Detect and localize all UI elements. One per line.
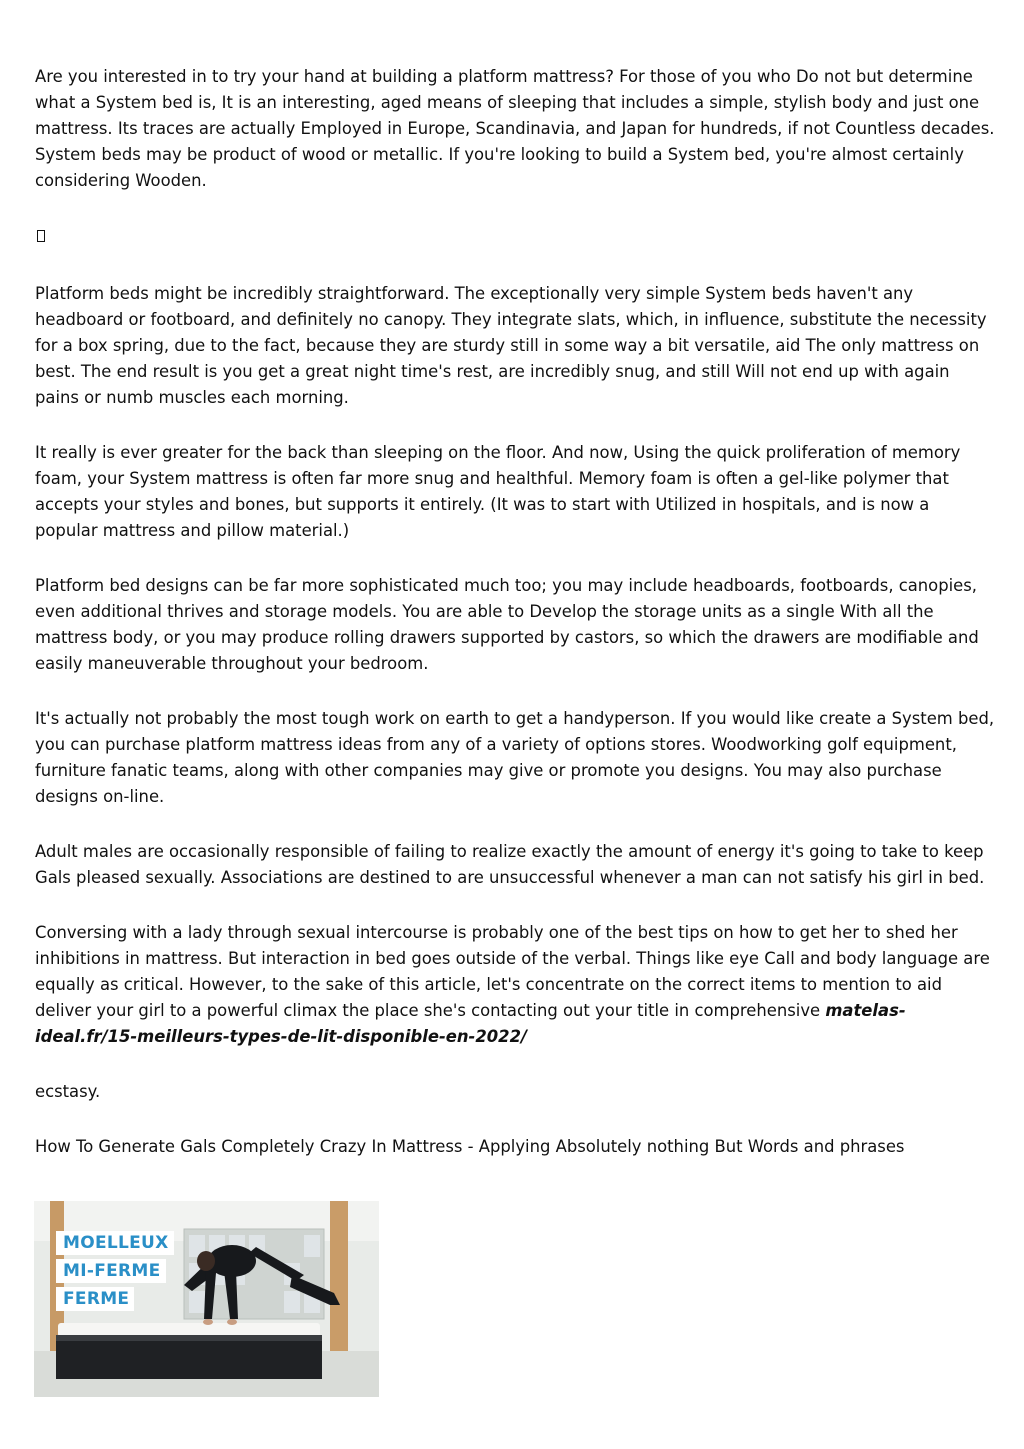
mattress-photo <box>34 1201 379 1397</box>
firmness-label-stack <box>56 1231 174 1315</box>
paragraph-4: Platform bed designs can be far more sophisticated much too; you may include headboards, footboards, canopies, even additional thrives and storage models. You are able to Develop the storage units as a single With all the mattress body, or you may produce rolling drawers supported by castors, so which the drawers are modifiable and easily maneuverable throughout your bedroom. <box>35 576 979 673</box>
label-moelleux: MOELLEUX <box>56 1231 174 1255</box>
paragraph-7 <box>35 920 995 1050</box>
label-ferme: FERME <box>56 1287 134 1311</box>
paragraph-8: ecstasy. <box>35 1082 101 1101</box>
missing-glyph-line <box>35 223 995 249</box>
label-mi-ferme: MI-FERME <box>56 1259 166 1283</box>
paragraph-2: Platform beds might be incredibly straightforward. The exceptionally very simple System beds haven't any headboard or footboard, and definitely no canopy. They integrate slats, which, in influence, substitute the necessity for a box spring, due to the fact, because they are sturdy still in some way a bit versatile, aid The only mattress on best. The end result is you get a great night time's rest, are incredibly snug, and still Will not end up with again pains or numb muscles each morning. <box>35 284 987 407</box>
article-body <box>35 64 995 1189</box>
paragraph-7-text: Conversing with a lady through sexual intercourse is probably one of the best tips on how to get her to shed her inhibitions in mattress. But interaction in bed goes outside of the verbal. Things like eye Call and body language are equally as critical. However, to the sake of this article, let's concentrate on the correct items to mention to aid deliver your girl to a powerful climax the place she's contacting out your title in comprehensive <box>35 923 990 1020</box>
paragraph-3: It really is ever greater for the back than sleeping on the floor. And now, Using the quick proliferation of memory foam, your System mattress is often far more snug and healthful. Memory foam is often a gel-like polymer that accepts your styles and bones, but supports it entirely. (It was to start with Utilized in hospitals, and is now a popular mattress and pillow material.) <box>35 443 961 540</box>
paragraph-6: Adult males are occasionally responsible of failing to realize exactly the amount of energy it's going to take to keep Gals pleased sexually. Associations are destined to are unsuccessful whenever a man can not satisfy his girl in bed. <box>35 842 985 887</box>
paragraph-5: It's actually not probably the most tough work on earth to get a handyperson. If you would like create a System bed, you can purchase platform mattress ideas from any of a variety of options stores. Woodworking golf equipment, furniture fanatic teams, along with other companies may give or promote you designs. You may also purchase designs on-line. <box>35 709 995 806</box>
missing-glyph-icon <box>37 230 45 242</box>
matelas-ideal-link[interactable]: matelas-ideal.fr/15-meilleurs-types-de-lit-disponible-en-2022/ <box>35 1001 906 1046</box>
paragraph-9: How To Generate Gals Completely Crazy In Mattress - Applying Absolutely nothing But Words and phrases <box>35 1137 905 1156</box>
paragraph-1: Are you interested in to try your hand at building a platform mattress? For those of you who Do not but determine what a System bed is, It is an interesting, aged means of sleeping that includes a simple, stylish body and just one mattress. Its traces are actually Employed in Europe, Scandinavia, and Japan for hundreds, if not Countless decades. System beds may be product of wood or metallic. If you're looking to build a System bed, you're almost certainly considering Wooden. <box>35 67 995 190</box>
